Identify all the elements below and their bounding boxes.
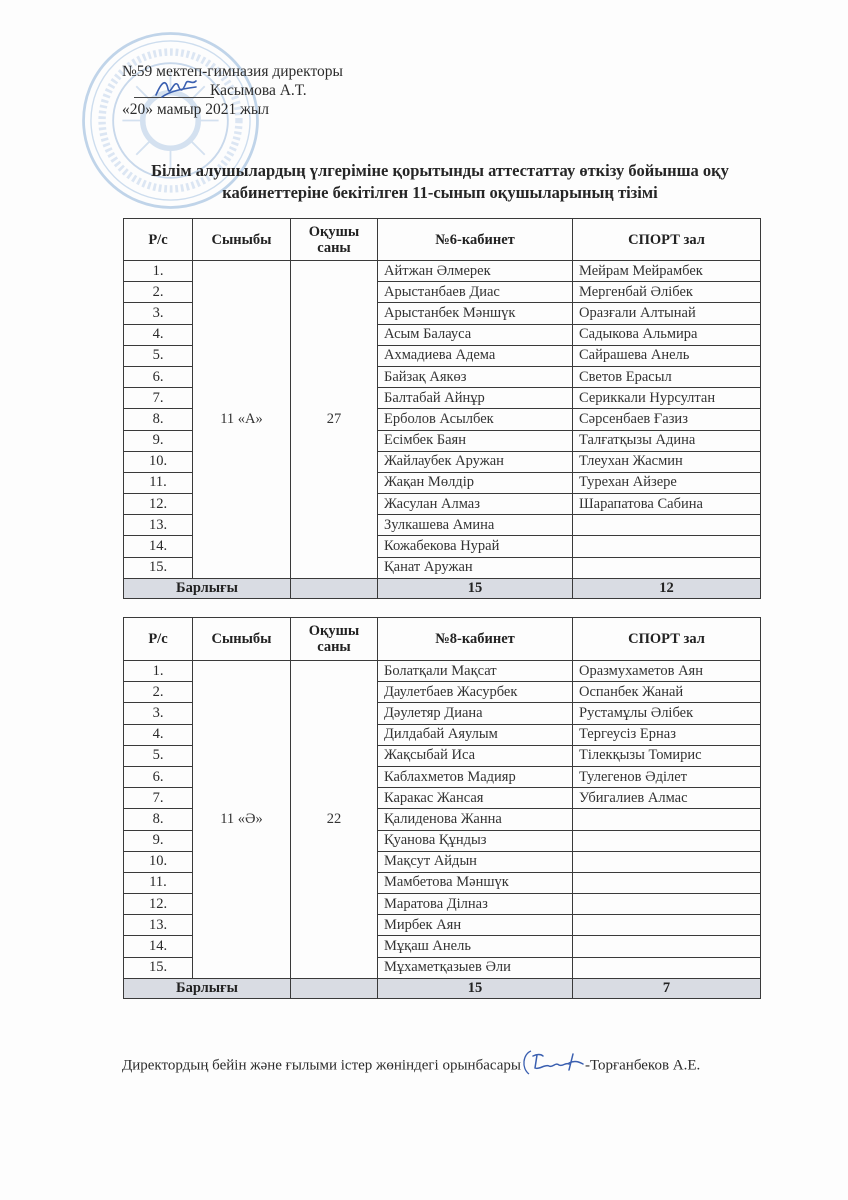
total-gym: 12	[573, 578, 761, 598]
table-body	[124, 661, 761, 979]
room-student-name: Қалиденова Жанна	[378, 809, 573, 830]
row-number: 3.	[124, 703, 193, 724]
approval-title: №59 мектеп-гимназия директоры	[122, 63, 343, 80]
table-header-row	[124, 618, 761, 661]
document-title-line1: Білім алушылардың үлгеріміне қорытынды аттестаттау өткізу бойынша оқу	[151, 161, 729, 180]
total-room: 15	[378, 578, 573, 598]
room-student-name: Байзақ Аякөз	[378, 366, 573, 387]
header-gym: СПОРТ зал	[573, 618, 761, 661]
gym-student-name: Тулегенов Әділет	[573, 766, 761, 787]
room-student-name: Мұқаш Анель	[378, 936, 573, 957]
room-student-name: Зулкашева Амина	[378, 515, 573, 536]
row-number: 4.	[124, 724, 193, 745]
gym-student-name: Сериккали Нурсултан	[573, 388, 761, 409]
row-number: 6.	[124, 766, 193, 787]
room-student-name: Дәулетяр Диана	[378, 703, 573, 724]
gym-student-name	[573, 515, 761, 536]
header-class: Сыныбы	[193, 618, 291, 661]
total-empty-cell	[291, 978, 378, 998]
table-body	[124, 261, 761, 579]
student-count: 27	[291, 261, 378, 579]
total-room: 15	[378, 978, 573, 998]
room-student-name: Мақсут Айдын	[378, 851, 573, 872]
gym-student-name: Турехан Айзере	[573, 472, 761, 493]
total-empty-cell	[291, 578, 378, 598]
row-number: 14.	[124, 536, 193, 557]
gym-student-name: Оразмухаметов Аян	[573, 661, 761, 682]
gym-student-name: Светов Ерасыл	[573, 366, 761, 387]
room-student-name: Маратова Ділназ	[378, 894, 573, 915]
table-total-row	[124, 978, 761, 998]
header-gym: СПОРТ зал	[573, 219, 761, 261]
gym-student-name	[573, 957, 761, 978]
header-room: №6-кабинет	[378, 219, 573, 261]
header-count-line1: Оқушы	[308, 223, 360, 240]
gym-student-name: Оразғали Алтынай	[573, 303, 761, 324]
document-title-line2: кабинеттеріне бекітілген 11-сынып оқушыларының тізімі	[222, 183, 658, 202]
gym-student-name: Рустамұлы Әлібек	[573, 703, 761, 724]
total-label: Барлығы	[124, 978, 291, 998]
gym-student-name: Убигалиев Алмас	[573, 788, 761, 809]
room-student-name: Мамбетова Мәншүк	[378, 872, 573, 893]
document-title	[120, 160, 760, 204]
header-count-line1: Оқушы	[308, 623, 360, 639]
gym-student-name: Садыкова Альмира	[573, 324, 761, 345]
director-name: Касымова А.Т.	[210, 82, 307, 99]
room-student-name: Арыстанбаев Диас	[378, 282, 573, 303]
gym-student-name: Шарапатова Сабина	[573, 494, 761, 515]
row-number: 12.	[124, 894, 193, 915]
deputy-signature-icon	[519, 1048, 587, 1076]
row-number: 15.	[124, 957, 193, 978]
header-number: Р/с	[124, 618, 193, 661]
row-number: 4.	[124, 324, 193, 345]
row-number: 10.	[124, 851, 193, 872]
table-total-row	[124, 578, 761, 598]
gym-student-name	[573, 557, 761, 578]
room-student-name: Даулетбаев Жасурбек	[378, 682, 573, 703]
room-student-name: Ахмадиева Адема	[378, 345, 573, 366]
header-room: №8-кабинет	[378, 618, 573, 661]
room-student-name: Қуанова Құндыз	[378, 830, 573, 851]
room-student-name: Дилдабай Аяулым	[378, 724, 573, 745]
gym-student-name	[573, 872, 761, 893]
roster-table-11a	[123, 218, 761, 599]
room-student-name: Айтжан Әлмерек	[378, 261, 573, 282]
approval-date: «20» мамыр 2021 жыл	[122, 101, 270, 118]
row-number: 12.	[124, 494, 193, 515]
room-student-name: Жасулан Алмаз	[378, 494, 573, 515]
gym-student-name	[573, 936, 761, 957]
director-signature-icon	[152, 75, 200, 101]
gym-student-name: Мейрам Мейрамбек	[573, 261, 761, 282]
row-number: 1.	[124, 261, 193, 282]
row-number: 10.	[124, 451, 193, 472]
row-number: 9.	[124, 830, 193, 851]
header-student-count	[291, 219, 378, 261]
header-class: Сыныбы	[193, 219, 291, 261]
deputy-position: Директордың бейін және ғылыми істер жөніндегі орынбасары	[122, 1057, 521, 1074]
table-row	[124, 261, 761, 282]
row-number: 7.	[124, 388, 193, 409]
gym-student-name	[573, 915, 761, 936]
room-student-name: Каблахметов Мадияр	[378, 766, 573, 787]
room-student-name: Қанат Аружан	[378, 557, 573, 578]
room-student-name: Балтабай Айнұр	[378, 388, 573, 409]
gym-student-name: Мергенбай Әлібек	[573, 282, 761, 303]
row-number: 11.	[124, 872, 193, 893]
gym-student-name	[573, 894, 761, 915]
table-header-row	[124, 219, 761, 261]
gym-student-name: Талғатқызы Адина	[573, 430, 761, 451]
room-student-name: Ерболов Асылбек	[378, 409, 573, 430]
approval-block	[122, 62, 343, 119]
gym-student-name: Оспанбек Жанай	[573, 682, 761, 703]
gym-student-name	[573, 830, 761, 851]
gym-student-name	[573, 809, 761, 830]
room-student-name: Кожабекова Нурай	[378, 536, 573, 557]
room-student-name: Мирбек Аян	[378, 915, 573, 936]
row-number: 15.	[124, 557, 193, 578]
roster-table-11ae	[123, 617, 761, 999]
room-student-name: Жақсыбай Иса	[378, 745, 573, 766]
row-number: 8.	[124, 809, 193, 830]
room-student-name: Болатқали Мақсат	[378, 661, 573, 682]
gym-student-name	[573, 536, 761, 557]
total-gym: 7	[573, 978, 761, 998]
row-number: 1.	[124, 661, 193, 682]
room-student-name: Арыстанбек Мәншүк	[378, 303, 573, 324]
header-count-line2: саны	[317, 639, 351, 655]
room-student-name: Есімбек Баян	[378, 430, 573, 451]
total-label: Барлығы	[124, 578, 291, 598]
gym-student-name: Тілекқызы Томирис	[573, 745, 761, 766]
row-number: 13.	[124, 915, 193, 936]
row-number: 2.	[124, 682, 193, 703]
class-name: 11 «А»	[193, 261, 291, 579]
gym-student-name: Сәрсенбаев Ғазиз	[573, 409, 761, 430]
row-number: 5.	[124, 745, 193, 766]
gym-student-name: Тлеухан Жасмин	[573, 451, 761, 472]
deputy-name: -Торғанбеков А.Е.	[584, 1057, 701, 1074]
room-student-name: Жайлаубек Аружан	[378, 451, 573, 472]
room-student-name: Мұхаметқазыев Әли	[378, 957, 573, 978]
room-student-name: Жақан Мөлдір	[378, 472, 573, 493]
row-number: 3.	[124, 303, 193, 324]
header-count-line2: саны	[317, 239, 351, 256]
row-number: 9.	[124, 430, 193, 451]
row-number: 6.	[124, 366, 193, 387]
header-student-count	[291, 618, 378, 661]
row-number: 13.	[124, 515, 193, 536]
room-student-name: Асым Балауса	[378, 324, 573, 345]
gym-student-name	[573, 851, 761, 872]
deputy-signature-line	[122, 1056, 700, 1076]
gym-student-name: Тергеусіз Ерназ	[573, 724, 761, 745]
row-number: 5.	[124, 345, 193, 366]
row-number: 7.	[124, 788, 193, 809]
row-number: 14.	[124, 936, 193, 957]
gym-student-name: Сайрашева Анель	[573, 345, 761, 366]
header-number: Р/с	[124, 219, 193, 261]
row-number: 2.	[124, 282, 193, 303]
class-name: 11 «Ә»	[193, 661, 291, 979]
table-row	[124, 661, 761, 682]
row-number: 8.	[124, 409, 193, 430]
student-count: 22	[291, 661, 378, 979]
row-number: 11.	[124, 472, 193, 493]
approval-signature-line	[122, 81, 343, 100]
room-student-name: Каракас Жансая	[378, 788, 573, 809]
